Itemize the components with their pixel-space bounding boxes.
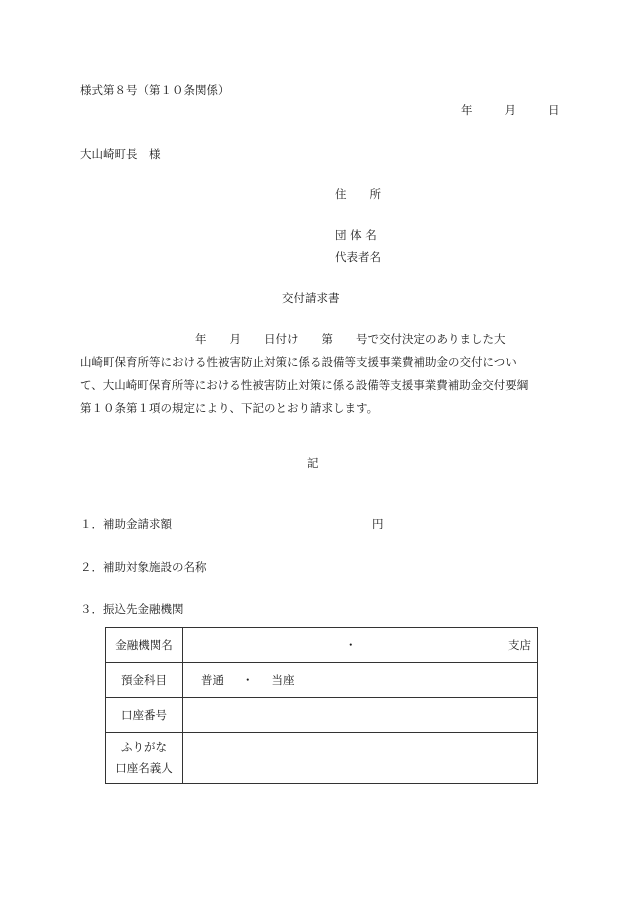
- account-holder-field[interactable]: [183, 733, 538, 784]
- address-label: 住 所: [335, 187, 381, 201]
- ki-heading: 記: [307, 456, 319, 470]
- table-row: [106, 663, 538, 698]
- table-row: [106, 698, 538, 733]
- body-line-4: 第１０条第１項の規定により、下記のとおり請求します。: [80, 401, 379, 415]
- date-day: 日: [548, 103, 560, 117]
- representative-label: 代表者名: [335, 250, 381, 264]
- branch-label: 支店: [508, 638, 531, 652]
- item-subsidy-amount: １．補助金請求額: [80, 517, 172, 531]
- account-type-ordinary[interactable]: 普通: [201, 673, 224, 687]
- body-line-2: 山崎町保育所等における性被害防止対策に係る設備等支援事業費補助金の交付につい: [80, 355, 517, 369]
- organization-label: 団 体 名: [335, 228, 377, 242]
- yen-unit: 円: [372, 517, 384, 531]
- account-holder-label: [106, 733, 183, 784]
- account-type-separator: ・: [242, 673, 254, 687]
- addressee: 大山崎町長 様: [80, 147, 161, 161]
- bank-name-field[interactable]: [183, 628, 538, 663]
- date-year: 年: [461, 103, 473, 117]
- bank-separator: ・: [345, 638, 357, 652]
- item-facility-name: ２．補助対象施設の名称: [80, 560, 207, 574]
- holder-label: 口座名義人: [115, 761, 173, 775]
- account-type-label: 預金科目: [106, 663, 183, 698]
- bank-name-label: 金融機関名: [106, 628, 183, 663]
- date-month: 月: [504, 103, 516, 117]
- account-number-field[interactable]: [183, 698, 538, 733]
- item-bank: ３．振込先金融機関: [80, 602, 184, 616]
- body-text: [80, 328, 550, 420]
- furigana-label: ふりがな: [121, 740, 167, 754]
- body-line-3: て、大山崎町保育所等における性被害防止対策に係る設備等支援事業費補助金交付要綱: [80, 378, 529, 392]
- account-type-current[interactable]: 当座: [271, 673, 295, 687]
- body-line-1: 年 月 日付け 第 号で交付決定のありました大: [80, 332, 506, 346]
- table-row: [106, 733, 538, 784]
- account-type-field[interactable]: [183, 663, 538, 698]
- bank-table: [105, 627, 538, 784]
- date-line: [461, 102, 560, 118]
- account-number-label: 口座番号: [106, 698, 183, 733]
- form-number: 様式第８号（第１０条関係）: [80, 83, 230, 97]
- document-title: 交付請求書: [282, 291, 340, 305]
- table-row: [106, 628, 538, 663]
